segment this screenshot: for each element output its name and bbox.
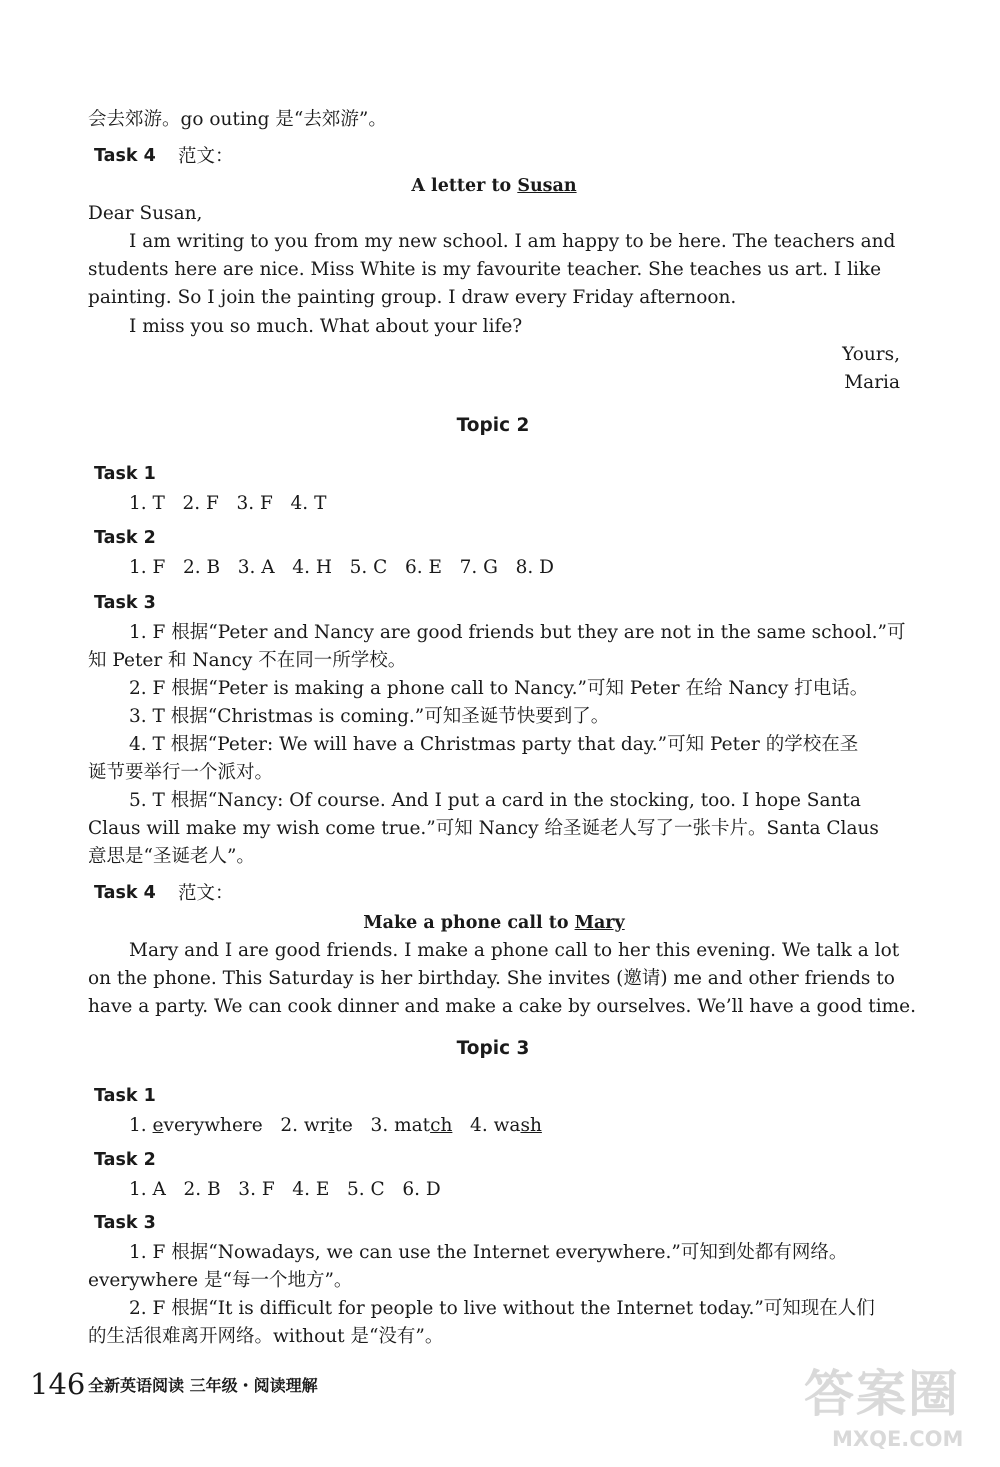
model-essay-label: 范文： [178, 883, 234, 904]
task-label: Task 2 [94, 1150, 156, 1170]
essay-line: have a party. We can cook dinner and make a cake by ourselves. We’ll have a good time. [88, 996, 917, 1017]
task-label: Task 4 [94, 883, 156, 903]
letter-closing: Yours, [842, 344, 900, 365]
explanation-line: 1. F 根据“Nowadays, we can use the Internet everywhere.”可知到处都有网络。 [129, 1242, 848, 1263]
answer-list: 1. T 2. F 3. F 4. T [129, 493, 327, 514]
topic-heading: Topic 2 [456, 415, 530, 436]
watermark-url: MXQE.COM [832, 1427, 964, 1451]
task-label: Task 4 [94, 146, 156, 166]
answer-list: 1. A 2. B 3. F 4. E 5. C 6. D [129, 1179, 441, 1200]
letter-line: I am writing to you from my new school. I am happy to be here. The teachers and [129, 231, 896, 252]
task-label: Task 1 [94, 1086, 156, 1106]
essay-title: Make a phone call to Mary [363, 913, 625, 933]
task-label: Task 2 [94, 528, 156, 548]
explanation-line: 诞节要举行一个派对。 [88, 762, 274, 783]
essay-line: Mary and I are good friends. I make a phone call to her this evening. We talk a lot [129, 940, 900, 961]
explanation-line: 的生活很难离开网络。without 是“没有”。 [88, 1326, 444, 1347]
task-label: Task 3 [94, 593, 156, 613]
explanation-line: 1. F 根据“Peter and Nancy are good friends but they are not in the same school.”可 [129, 622, 906, 643]
model-essay-label: 范文： [178, 146, 234, 167]
letter-line: students here are nice. Miss White is my favourite teacher. She teaches us art. I like [88, 259, 882, 280]
explanation-line: everywhere 是“每一个地方”。 [88, 1270, 353, 1291]
book-title: 全新英语阅读 三年级・阅读理解 [88, 1376, 318, 1395]
explanation-line: 意思是“圣诞老人”。 [88, 846, 255, 867]
explanation-line: 2. F 根据“Peter is making a phone call to Nancy.”可知 Peter 在给 Nancy 打电话。 [129, 678, 869, 699]
essay-title: A letter to Susan [411, 176, 577, 196]
explanation-line: 知 Peter 和 Nancy 不在同一所学校。 [88, 650, 407, 671]
topic-heading: Topic 3 [456, 1038, 530, 1059]
watermark-text: 答案圈 [804, 1365, 960, 1423]
continuation-line: 会去郊游。go outing 是“去郊游”。 [88, 109, 387, 130]
explanation-line: 3. T 根据“Christmas is coming.”可知圣诞节快要到了。 [129, 706, 610, 727]
letter-signature: Maria [844, 372, 900, 393]
explanation-line: Claus will make my wish come true.”可知 Nancy 给圣诞老人写了一张卡片。Santa Claus [88, 818, 879, 839]
letter-greeting: Dear Susan, [88, 203, 203, 224]
letter-line: I miss you so much. What about your life? [129, 316, 523, 337]
explanation-line: 2. F 根据“It is difficult for people to live without the Internet today.”可知现在人们 [129, 1298, 875, 1319]
letter-line: painting. So I join the painting group. I draw every Friday afternoon. [88, 287, 737, 308]
page-number: 146 [30, 1367, 86, 1401]
task-label: Task 1 [94, 464, 156, 484]
explanation-line: 4. T 根据“Peter: We will have a Christmas party that day.”可知 Peter 的学校在圣 [129, 734, 859, 755]
answer-list: 1. F 2. B 3. A 4. H 5. C 6. E 7. G 8. D [129, 557, 554, 578]
task-label: Task 3 [94, 1213, 156, 1233]
essay-line: on the phone. This Saturday is her birthday. She invites (邀请) me and other friends to [88, 968, 895, 989]
explanation-line: 5. T 根据“Nancy: Of course. And I put a card in the stocking, too. I hope Santa [129, 790, 861, 811]
answer-list: 1. everywhere 2. write 3. match 4. wash [129, 1115, 542, 1136]
